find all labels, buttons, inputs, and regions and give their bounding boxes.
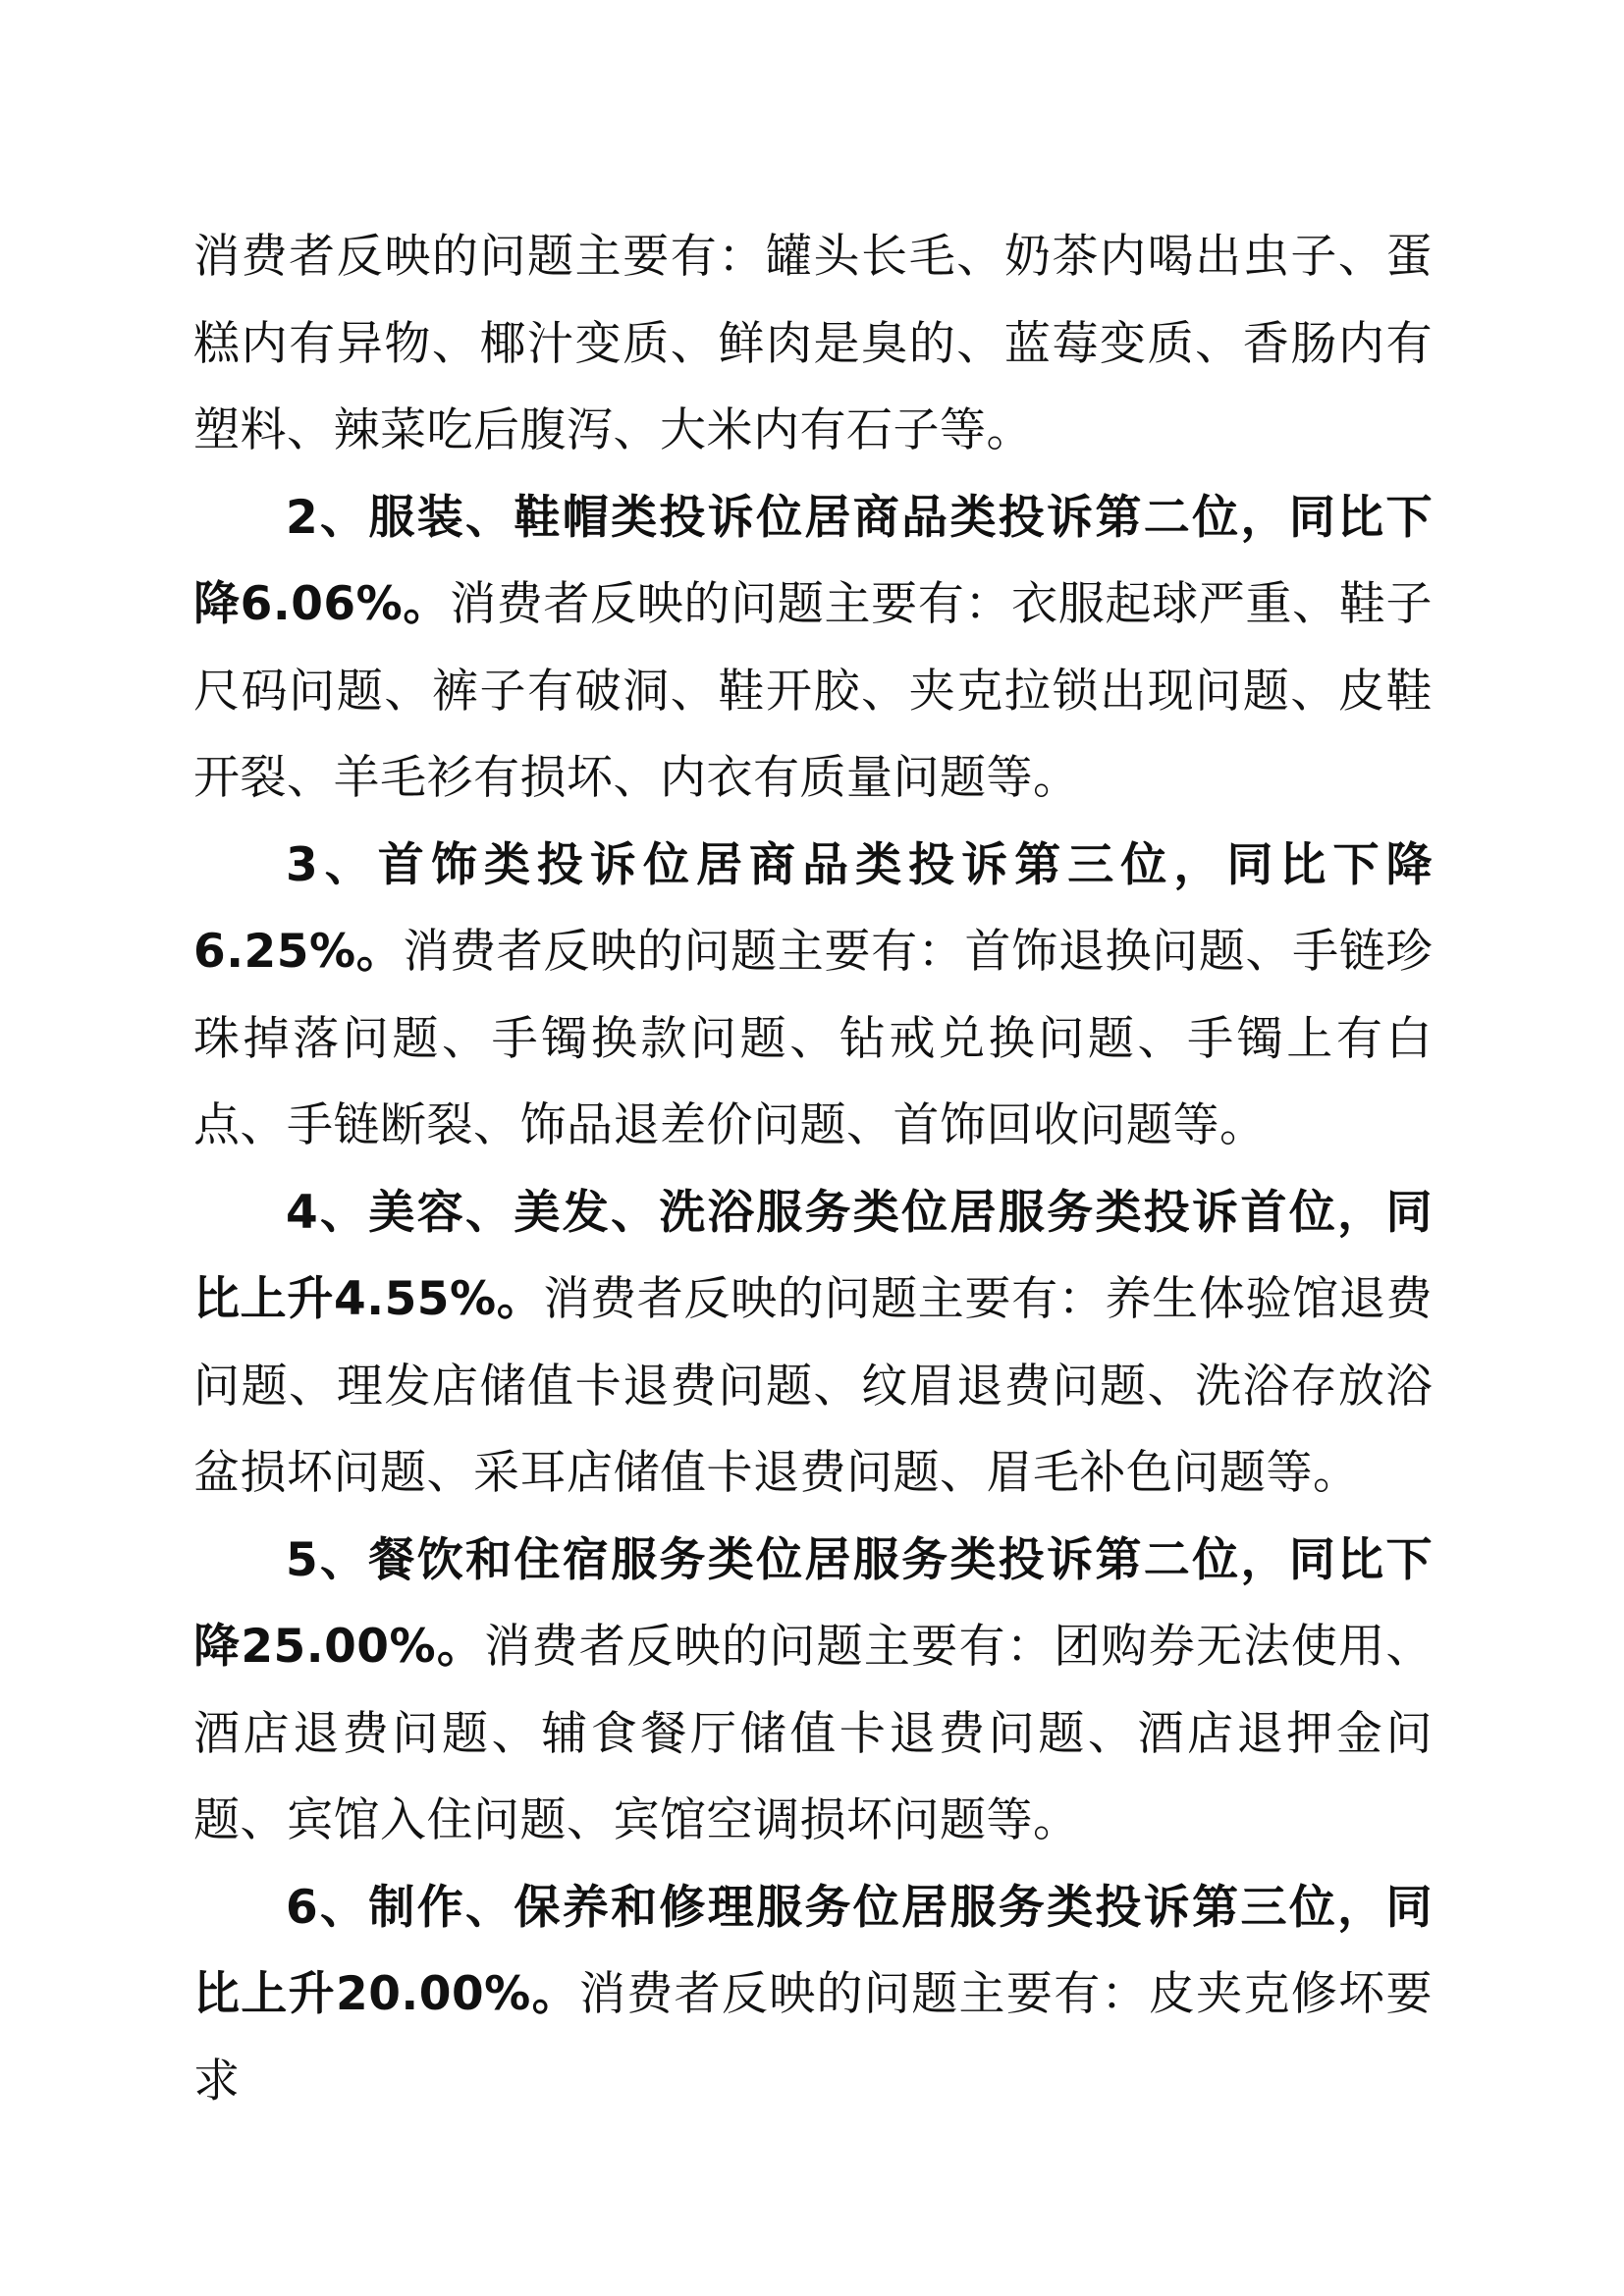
- paragraph-repair-complaints: [193, 1865, 1433, 2126]
- document-page: [193, 214, 1433, 2125]
- paragraph-body: 消费者反映的问题主要有：首饰退换问题、手链珍珠掉落问题、手镯换款问题、钻戒兑换问题、手镯上有白点、手链断裂、饰品退差价问题、首饰回收问题等。: [193, 925, 1433, 1152]
- paragraph-beauty-complaints: [193, 1170, 1433, 1518]
- paragraph-food-complaints: [193, 214, 1433, 475]
- paragraph-lead: 5、餐饮和住宿服务类位居服务类投诉第二位，同比下降25.00%。: [193, 1532, 1433, 1674]
- paragraph-catering-complaints: [193, 1518, 1433, 1865]
- paragraph-lead: 3、首饰类投诉位居商品类投诉第三位，同比下降6.25%。: [193, 837, 1433, 979]
- paragraph-body: 消费者反映的问题主要有：养生体验馆退费问题、理发店储值卡退费问题、纹眉退费问题、洗浴存放浴盆损坏问题、采耳店储值卡退费问题、眉毛补色问题等。: [193, 1272, 1434, 1500]
- paragraph-lead: 4、美容、美发、洗浴服务类位居服务类投诉首位，同比上升4.55%。: [193, 1185, 1433, 1326]
- paragraph-lead: 6、制作、保养和修理服务位居服务类投诉第三位，同比上升20.00%。: [193, 1880, 1433, 2021]
- paragraph-jewelry-complaints: [193, 823, 1433, 1170]
- paragraph-body: 消费者反映的问题主要有：罐头长毛、奶茶内喝出虫子、蛋糕内有异物、椰汁变质、鲜肉是臭的、蓝莓变质、香肠内有塑料、辣菜吃后腹泻、大米内有石子等。: [193, 230, 1433, 457]
- paragraph-clothing-complaints: [193, 475, 1433, 823]
- paragraph-lead: 2、服装、鞋帽类投诉位居商品类投诉第二位，同比下降6.06%。: [193, 490, 1433, 631]
- paragraph-body: 消费者反映的问题主要有：衣服起球严重、鞋子尺码问题、裤子有破洞、鞋开胶、夹克拉锁出现问题、皮鞋开裂、羊毛衫有损坏、内衣有质量问题等。: [193, 577, 1434, 805]
- paragraph-body: 消费者反映的问题主要有：皮夹克修坏要求: [193, 1967, 1433, 2109]
- paragraph-body: 消费者反映的问题主要有：团购券无法使用、酒店退费问题、辅食餐厅储值卡退费问题、酒店退押金问题、宾馆入住问题、宾馆空调损坏问题等。: [193, 1620, 1433, 1847]
